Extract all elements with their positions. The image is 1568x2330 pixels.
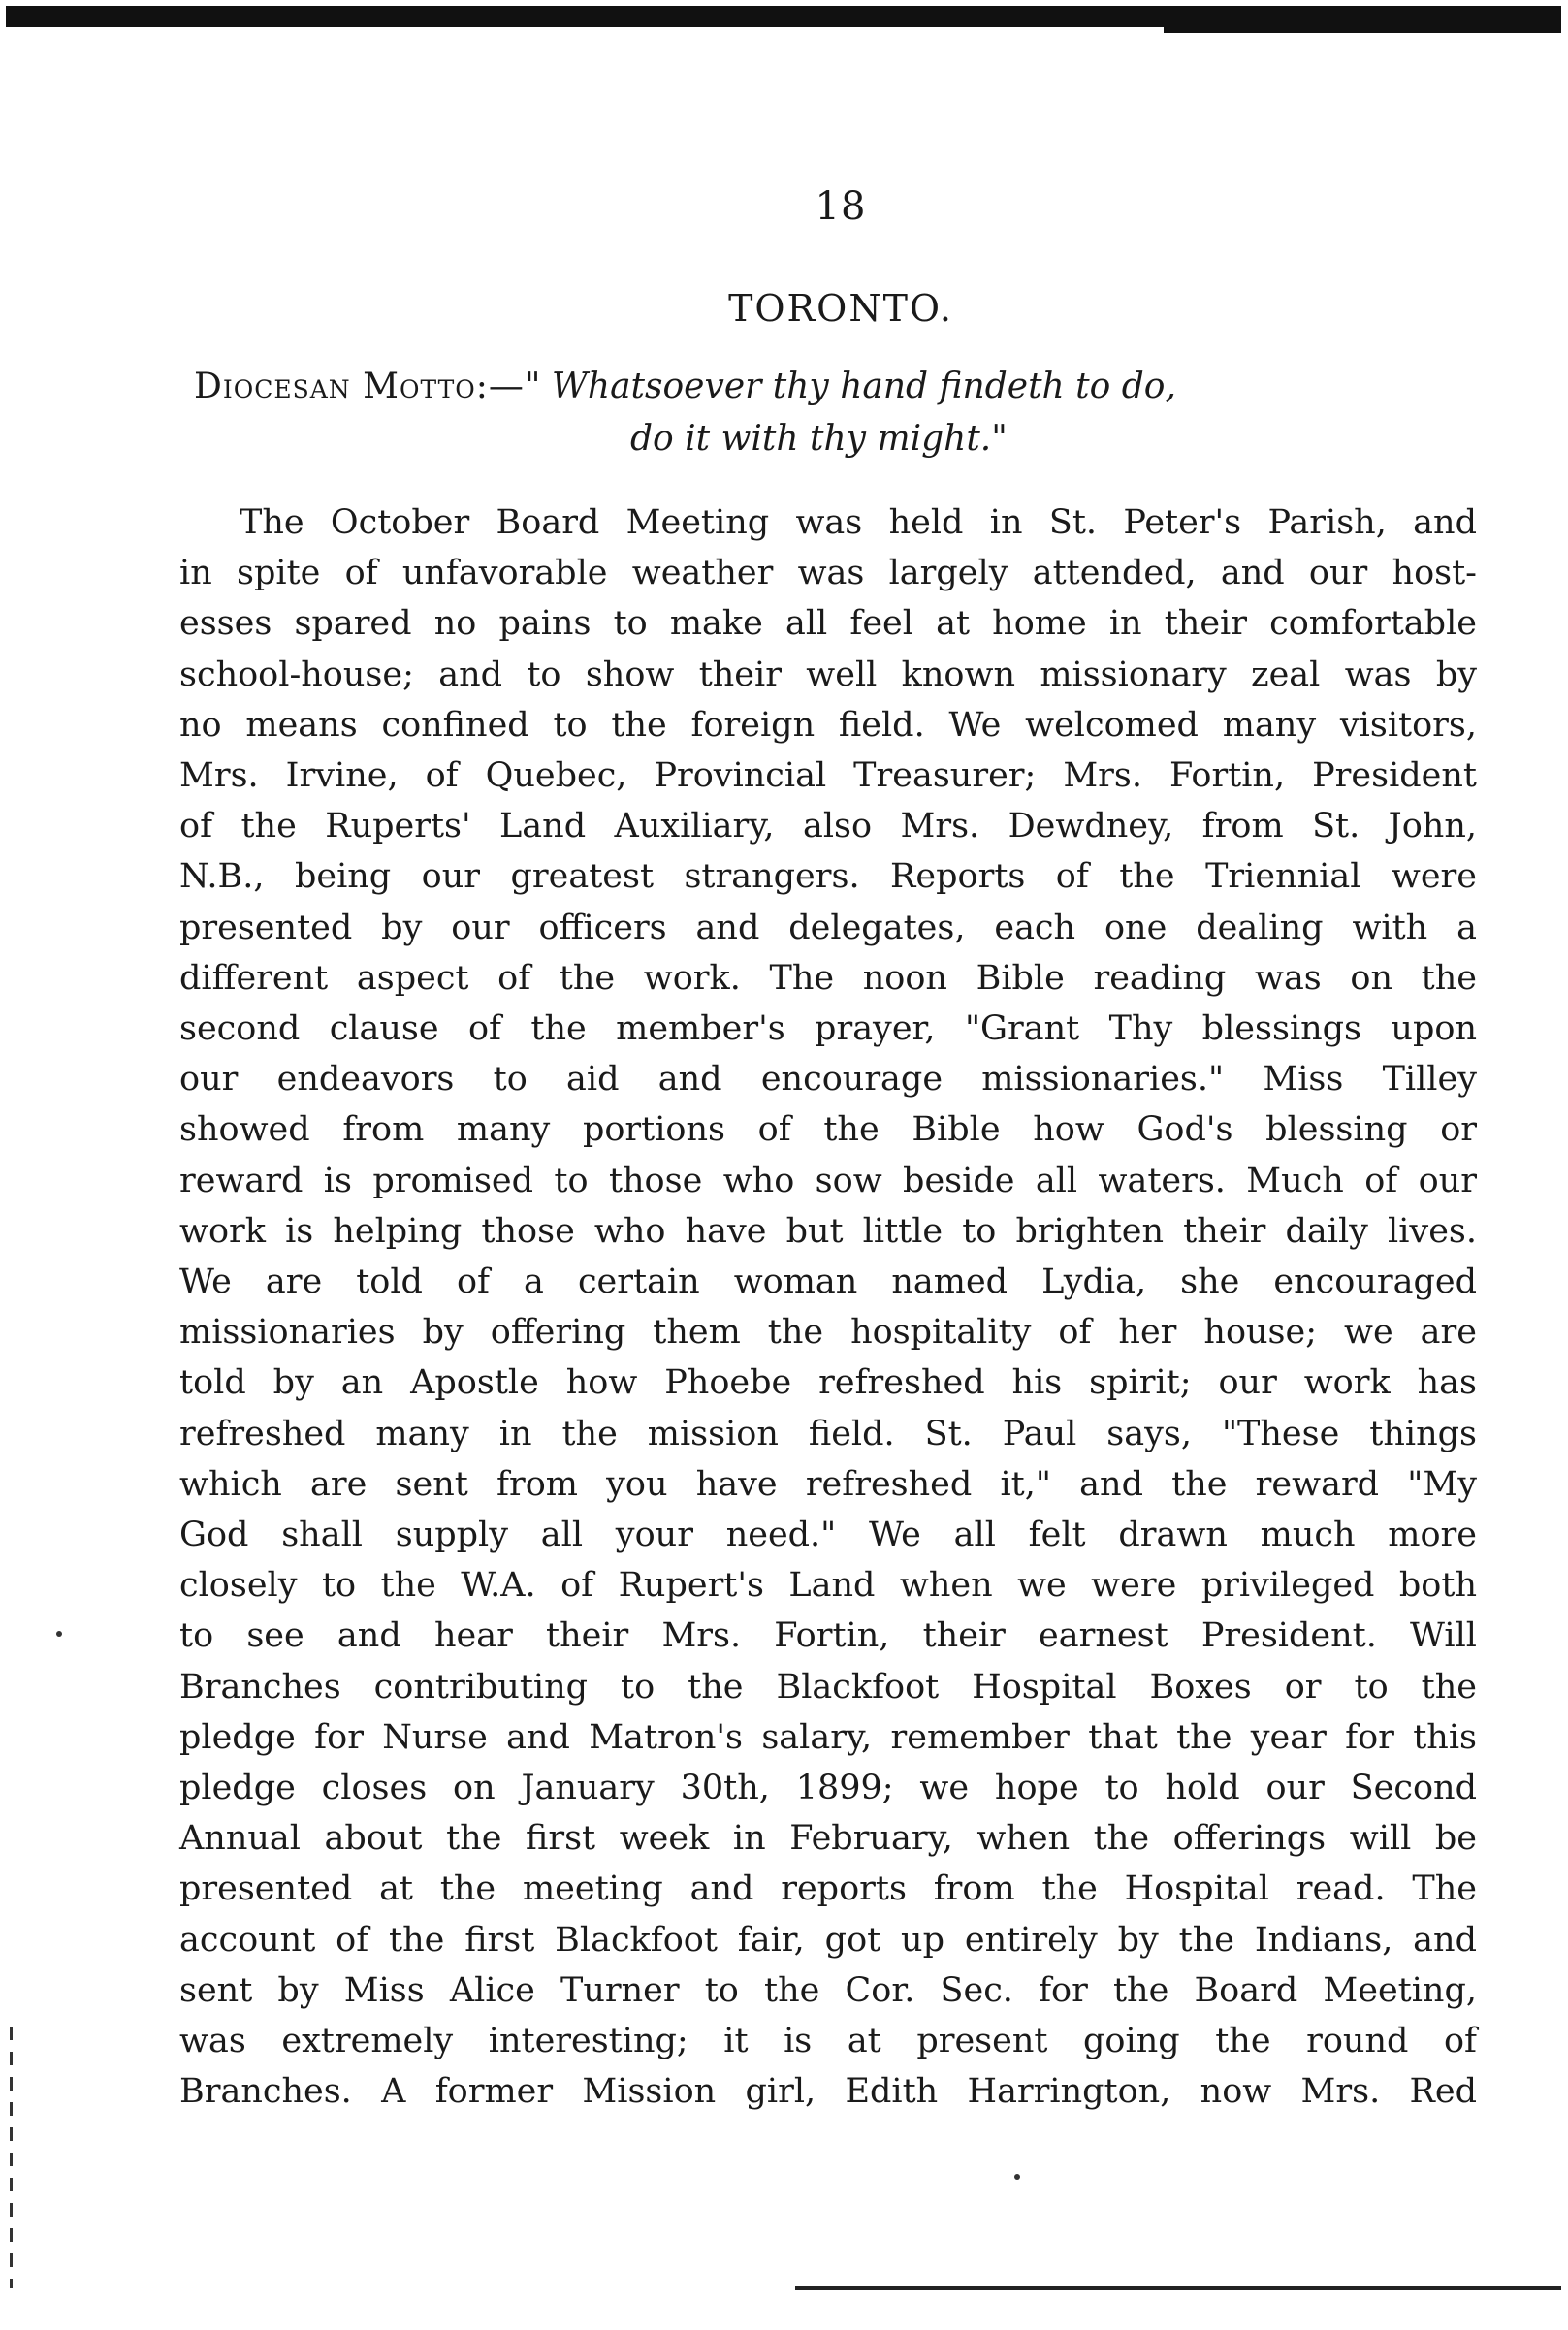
- body-line: pledge closes on January 30th, 1899; we hope to hold our Second: [179, 1769, 1477, 1808]
- top-border-rule-tail: [1164, 27, 1561, 33]
- body-line: to see and hear their Mrs. Fortin, their earnest President. Will: [179, 1616, 1477, 1656]
- motto-quote-line1: " Whatsoever thy hand findeth to do,: [524, 367, 1176, 406]
- body-line: presented by our officers and delegates, each one dealing with a: [179, 908, 1477, 947]
- body-line: in spite of unfavorable weather was largely attended, and our host-: [179, 554, 1477, 593]
- body-line: Branches contributing to the Blackfoot Hospital Boxes or to the: [179, 1667, 1477, 1707]
- margin-scan-mark: [10, 2027, 13, 2288]
- body-line: Annual about the first week in February, when the offerings will be: [179, 1819, 1477, 1859]
- body-line: was extremely interesting; it is at present going the round of: [179, 2022, 1477, 2061]
- body-line: Mrs. Irvine, of Quebec, Provincial Treasurer; Mrs. Fortin, President: [179, 756, 1477, 796]
- body-line: missionaries by offering them the hospitality of her house; we are: [179, 1313, 1477, 1353]
- page-number: 18: [815, 184, 867, 229]
- body-line: showed from many portions of the Bible how God's blessing or: [179, 1110, 1477, 1150]
- body-line: God shall supply all your need." We all felt drawn much more: [179, 1516, 1477, 1555]
- diocesan-motto: [194, 361, 1484, 465]
- body-line: second clause of the member's prayer, "Grant Thy blessings upon: [179, 1009, 1477, 1049]
- body-line: reward is promised to those who sow beside all waters. Much of our: [179, 1161, 1477, 1200]
- body-line: sent by Miss Alice Turner to the Cor. Sec. for the Board Meeting,: [179, 1970, 1477, 2010]
- body-line: no means confined to the foreign field. We welcomed many visitors,: [179, 705, 1477, 745]
- body-line: esses spared no pains to make all feel at home in their comfortable: [179, 604, 1477, 644]
- body-line: closely to the W.A. of Rupert's Land when we were privileged both: [179, 1566, 1477, 1606]
- section-heading: TORONTO.: [728, 287, 953, 330]
- motto-label: Diocesan Motto:—: [194, 367, 525, 406]
- body-paragraph: [179, 497, 1477, 2118]
- body-line: pledge for Nurse and Matron's salary, remember that the year for this: [179, 1717, 1477, 1757]
- body-line: The October Board Meeting was held in St. Peter's Parish, and: [240, 503, 1477, 542]
- body-line: work is helping those who have but little to brighten their daily lives.: [179, 1211, 1477, 1251]
- body-line: presented at the meeting and reports from the Hospital read. The: [179, 1869, 1477, 1909]
- top-border-rule: [6, 6, 1561, 27]
- scan-speck: [56, 1631, 62, 1637]
- bottom-border-rule: [795, 2286, 1561, 2290]
- body-line: of the Ruperts' Land Auxiliary, also Mrs. Dewdney, from St. John,: [179, 807, 1477, 846]
- scan-speck: [1014, 2174, 1020, 2180]
- motto-quote-line2: do it with thy might.": [630, 419, 1008, 459]
- body-line: told by an Apostle how Phoebe refreshed his spirit; our work has: [179, 1363, 1477, 1403]
- body-line: our endeavors to aid and encourage missionaries." Miss Tilley: [179, 1060, 1477, 1100]
- body-line: account of the first Blackfoot fair, got up entirely by the Indians, and: [179, 1920, 1477, 1960]
- body-line: which are sent from you have refreshed it," and the reward "My: [179, 1464, 1477, 1504]
- body-line: school-house; and to show their well known missionary zeal was by: [179, 654, 1477, 694]
- body-line: N.B., being our greatest strangers. Reports of the Triennial were: [179, 857, 1477, 897]
- body-line: We are told of a certain woman named Lydia, she encouraged: [179, 1262, 1477, 1302]
- body-line: different aspect of the work. The noon Bible reading was on the: [179, 958, 1477, 998]
- body-line: refreshed many in the mission field. St. Paul says, "These things: [179, 1414, 1477, 1453]
- body-line: Branches. A former Mission girl, Edith Harrington, now Mrs. Red: [179, 2072, 1477, 2112]
